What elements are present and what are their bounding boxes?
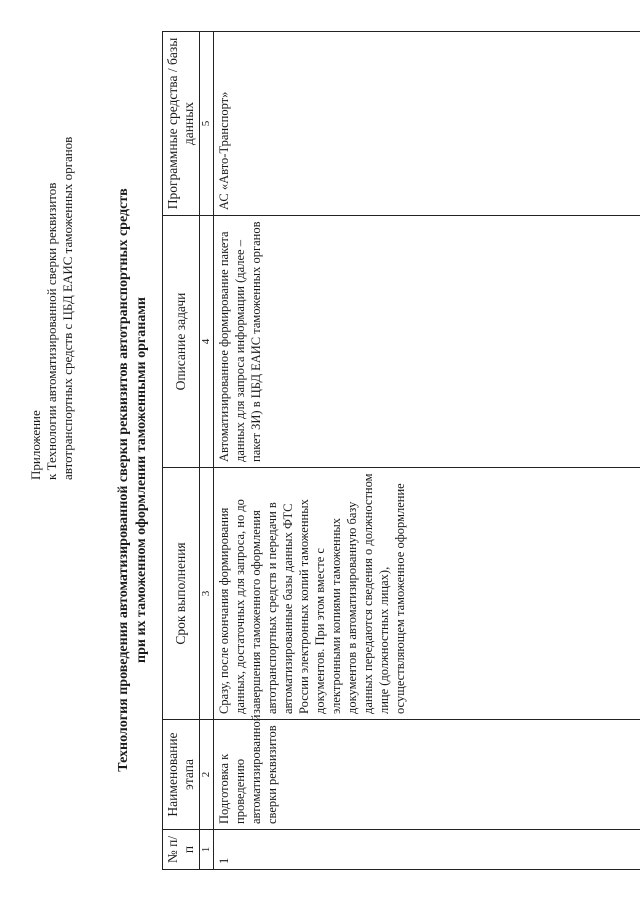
column-number: 4 <box>200 216 214 468</box>
document-title <box>115 120 151 840</box>
table-header-row <box>163 32 200 870</box>
column-number: 3 <box>200 468 214 720</box>
appendix-reference: к Технологии автоматизированной сверки реквизитов автотранспортных средств с ЦБД ЕАИС таможенных органов <box>44 136 75 480</box>
header-stage: Наименование этапа <box>163 720 200 830</box>
row-software: АС «Авто-Транспорт» <box>214 32 640 216</box>
column-number: 1 <box>200 830 214 870</box>
table-row <box>214 32 640 870</box>
column-number-row <box>200 32 214 870</box>
header-number: № п/п <box>163 830 200 870</box>
row-description: Автоматизированное формирование пакета данных для запроса информации (далее – пакет ЗИ) в ЦБД ЕАИС таможенных органов <box>214 216 640 468</box>
column-number: 5 <box>200 32 214 216</box>
header-software: Программные средства / базы данных <box>163 32 200 216</box>
technology-table <box>162 31 640 870</box>
column-number: 2 <box>200 720 214 830</box>
row-number: 1 <box>214 830 640 870</box>
row-stage: Подготовка к проведению автоматизированной сверки реквизитов <box>214 720 640 830</box>
header-description: Описание задачи <box>163 216 200 468</box>
row-term: Сразу, после окончания формирования данных, достаточных для запроса, но до завершения таможенного оформления автотранспортных средств и передачи в автоматизированные базы данных ФТС России электронных копий таможенных документов. При этом вместе с электронными копиями таможенных документов в автоматизированную базу данных передаются сведения о должностном лице (должностных лицах), осуществляющем таможенное оформление <box>214 468 640 720</box>
appendix-label: Приложение <box>28 410 43 480</box>
title-line-1: Технология проведения автоматизированной сверки реквизитов автотранспортных средств <box>116 188 131 772</box>
appendix-note <box>28 100 76 480</box>
title-line-2: при их таможенном оформлении таможенными органами <box>134 297 149 663</box>
header-term: Срок выполнения <box>163 468 200 720</box>
